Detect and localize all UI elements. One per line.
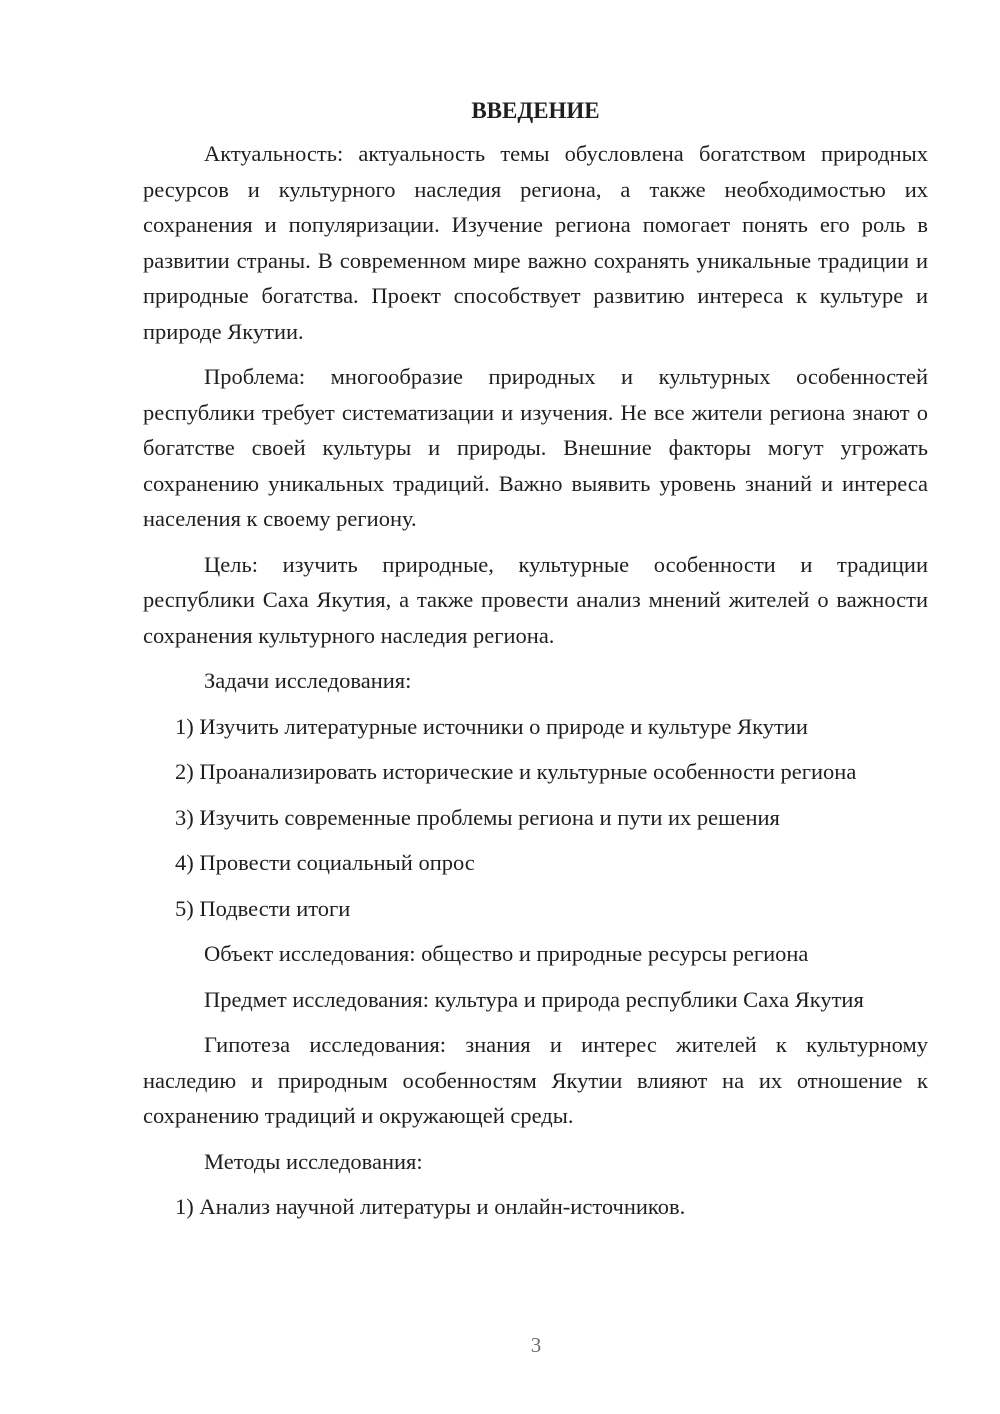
object-paragraph: Объект исследования: общество и природные ресурсы региона: [204, 941, 809, 966]
task-item: 4) Провести социальный опрос: [175, 850, 475, 875]
method-item: 1) Анализ научной литературы и онлайн-источников.: [175, 1194, 686, 1219]
tasks-heading: Задачи исследования:: [204, 668, 412, 693]
hypothesis-paragraph: Гипотеза исследования: знания и интерес жителей к культурному наследию и природным особенностям Якутии влияют на их отношение к сохранению традиций и окружающей среды.: [143, 1032, 928, 1128]
task-item: 5) Подвести итоги: [175, 895, 351, 921]
section-title: ВВЕДЕНИЕ: [471, 98, 600, 123]
task-item: 1) Изучить литературные источники о природе и культуре Якутии: [175, 713, 808, 739]
relevance-paragraph: Актуальность: актуальность темы обусловлена богатством природных ресурсов и культурного наследия региона, а также необходимостью их сохранения и популяризации. Изучение региона помогает понять его роль в развитии страны. В современном мире важно сохранять уникальные традиции и природные богатства. Проект способствует развитию интереса к культуре и природе Якутии.: [143, 141, 928, 344]
page-number: 3: [530, 1333, 542, 1357]
subject-paragraph: Предмет исследования: культура и природа республики Саха Якутия: [204, 986, 864, 1012]
task-item: 3) Изучить современные проблемы региона и пути их решения: [175, 804, 780, 830]
problem-paragraph: Проблема: многообразие природных и культурных особенностей республики требует систематизации и изучения. Не все жители региона знают о богатстве своей культуры и природы. Внешние факторы могут угрожать сохранению уникальных традиций. Важно выявить уровень знаний и интереса населения к своему региону.: [143, 364, 928, 531]
goal-paragraph: Цель: изучить природные, культурные особенности и традиции республики Саха Якутия, а также провести анализ мнений жителей о важности сохранения культурного наследия региона.: [143, 551, 928, 648]
task-item: 2) Проанализировать исторические и культурные особенности региона: [175, 759, 857, 784]
document-page: [143, 96, 928, 1235]
methods-heading: Методы исследования:: [204, 1148, 423, 1174]
